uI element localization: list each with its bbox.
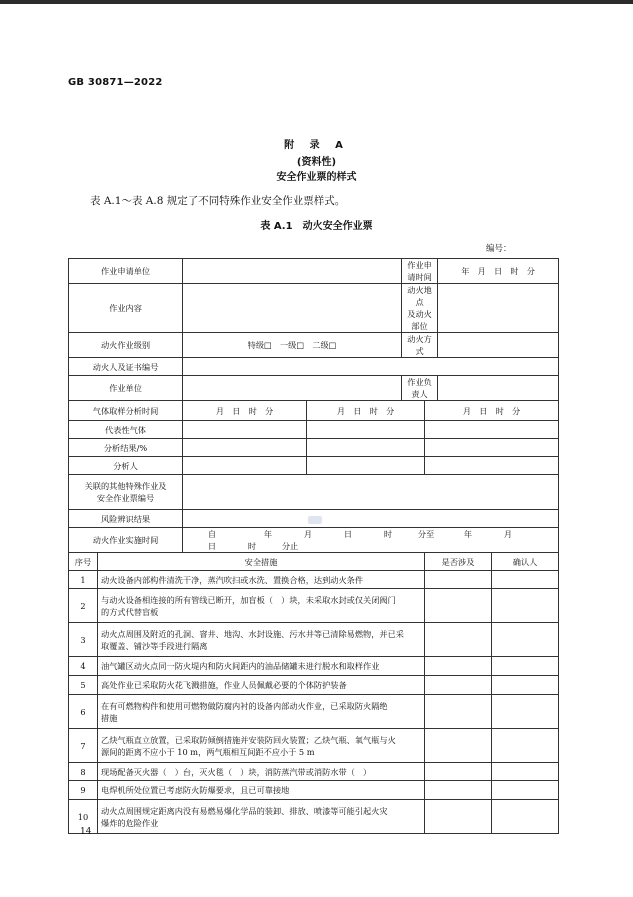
- measure-involved-field[interactable]: [425, 571, 492, 589]
- appendix-nature: (资料性): [296, 157, 337, 168]
- measure-row: [69, 676, 559, 695]
- level-label: 动火作业级别: [69, 333, 183, 358]
- work-leader-field[interactable]: [438, 376, 559, 401]
- measure-confirm-field[interactable]: [492, 800, 559, 834]
- measure-involved-field[interactable]: [425, 781, 492, 800]
- measure-text: 在有可燃物构件和使用可燃物做防腐内衬的设备内部动火作业，已采取防火隔绝 措施: [98, 695, 425, 729]
- measure-text: 乙炔气瓶直立放置，已采取防倾倒措施并安装防回火装置；乙炔气瓶、氧气瓶与火 源间的距离不应小于 10 m，两气瓶相互间距不应小于 5 m: [98, 729, 425, 763]
- measures-header-involved: 是否涉及: [425, 553, 492, 571]
- measure-involved-field[interactable]: [425, 657, 492, 676]
- analyst-field-3[interactable]: [425, 457, 559, 475]
- measure-no: 6: [69, 695, 98, 729]
- apply-unit-label: 作业申请单位: [69, 259, 183, 284]
- measure-no: 1: [69, 571, 98, 589]
- measure-row: [69, 800, 559, 834]
- gas-rep-field-2[interactable]: [307, 421, 425, 439]
- measure-row: [69, 695, 559, 729]
- analyst-field-2[interactable]: [307, 457, 425, 475]
- measure-no: 8: [69, 763, 98, 781]
- measure-row: [69, 589, 559, 623]
- measure-confirm-field[interactable]: [492, 763, 559, 781]
- content-field[interactable]: [183, 284, 402, 333]
- level-options[interactable]: 特级□ 一级□ 二级□: [183, 333, 402, 358]
- measure-involved-field[interactable]: [425, 623, 492, 657]
- gas-time-field-3[interactable]: 月 日 时 分: [425, 401, 559, 421]
- measure-no: 10: [69, 800, 98, 834]
- measure-row: [69, 571, 559, 589]
- measure-text: 电焊机所处位置已考虑防火防爆要求，且已可靠接地: [98, 781, 425, 800]
- measures-header-no: 序号: [69, 553, 98, 571]
- location-label: 动火地点 及动火部位: [402, 284, 438, 333]
- measure-confirm-field[interactable]: [492, 695, 559, 729]
- measure-text: 动火点周围规定距离内没有易燃易爆化学品的装卸、排放、喷漆等可能引起火灾 爆炸的危险作业: [98, 800, 425, 834]
- risk-field[interactable]: [183, 510, 559, 528]
- measure-row: [69, 623, 559, 657]
- measure-involved-field[interactable]: [425, 676, 492, 695]
- related-label: 关联的其他特殊作业及 安全作业票编号: [69, 475, 183, 510]
- period-field[interactable]: 自 年 月 日 时 分至 年 月日 时 分止: [183, 528, 559, 553]
- serial-number-label: 编号：: [486, 244, 512, 254]
- measures-header-measure: 安全措施: [98, 553, 425, 571]
- measure-involved-field[interactable]: [425, 729, 492, 763]
- appendix-title: 附 录 A: [284, 140, 349, 151]
- period-label: 动火作业实施时间: [69, 528, 183, 553]
- measure-involved-field[interactable]: [425, 695, 492, 729]
- measure-confirm-field[interactable]: [492, 729, 559, 763]
- measure-confirm-field[interactable]: [492, 657, 559, 676]
- analyst-field-1[interactable]: [183, 457, 307, 475]
- gas-rep-field-1[interactable]: [183, 421, 307, 439]
- permit-table: [68, 258, 559, 834]
- measure-involved-field[interactable]: [425, 589, 492, 623]
- measure-confirm-field[interactable]: [492, 623, 559, 657]
- permit-form: [68, 258, 558, 834]
- gas-rep-field-3[interactable]: [425, 421, 559, 439]
- analyst-label: 分析人: [69, 457, 183, 475]
- intro-paragraph: 表 A.1～表 A.8 规定了不同特殊作业安全作业票样式。: [90, 195, 346, 207]
- gas-time-field-1[interactable]: 月 日 时 分: [183, 401, 307, 421]
- related-field[interactable]: [183, 475, 559, 510]
- appendix-heading: 安全作业票的样式: [276, 172, 357, 183]
- measures-header-confirm: 确认人: [492, 553, 559, 571]
- work-unit-field[interactable]: [183, 376, 402, 401]
- measure-row: [69, 781, 559, 800]
- apply-time-label: 作业申请时间: [402, 259, 438, 284]
- method-field[interactable]: [438, 333, 559, 358]
- measure-row: [69, 763, 559, 781]
- apply-unit-field[interactable]: [183, 259, 402, 284]
- location-field[interactable]: [438, 284, 559, 333]
- measure-involved-field[interactable]: [425, 763, 492, 781]
- gas-result-label: 分析结果/%: [69, 439, 183, 457]
- measure-no: 4: [69, 657, 98, 676]
- measure-text: 现场配备灭火器（ ）台，灭火毯（ ）块，消防蒸汽带或消防水带（ ）: [98, 763, 425, 781]
- watermark-icon: [308, 516, 322, 524]
- person-label: 动火人及证书编号: [69, 358, 183, 376]
- measure-text: 动火点周围及附近的孔洞、窨井、地沟、水封设施、污水井等已清除易燃物，并已采 取覆盖、铺沙等手段进行隔离: [98, 623, 425, 657]
- work-unit-label: 作业单位: [69, 376, 183, 401]
- measure-confirm-field[interactable]: [492, 571, 559, 589]
- content-label: 作业内容: [69, 284, 183, 333]
- person-field[interactable]: [183, 358, 559, 376]
- gas-result-field-3[interactable]: [425, 439, 559, 457]
- page-top-border: [0, 0, 633, 4]
- work-leader-label: 作业负责人: [402, 376, 438, 401]
- risk-label: 风险辨识结果: [69, 510, 183, 528]
- gas-time-field-2[interactable]: 月 日 时 分: [307, 401, 425, 421]
- measure-text: 动火设备内部构件清洗干净，蒸汽吹扫或水洗、置换合格，达到动火条件: [98, 571, 425, 589]
- gas-result-field-1[interactable]: [183, 439, 307, 457]
- gas-result-field-2[interactable]: [307, 439, 425, 457]
- measure-text: 油气罐区动火点同一防火堤内和防火间距内的油品储罐未进行脱水和取样作业: [98, 657, 425, 676]
- measure-confirm-field[interactable]: [492, 676, 559, 695]
- table-title: 表 A.1 动火安全作业票: [260, 221, 373, 232]
- measure-no: 7: [69, 729, 98, 763]
- standard-code: GB 30871—2022: [68, 77, 163, 88]
- measure-no: 2: [69, 589, 98, 623]
- measure-text: 与动火设备相连接的所有管线已断开，加盲板（ ）块，未采取水封或仅关闭阀门 的方式代替盲板: [98, 589, 425, 623]
- measure-text: 高处作业已采取防火花飞溅措施，作业人员佩戴必要的个体防护装备: [98, 676, 425, 695]
- measure-confirm-field[interactable]: [492, 781, 559, 800]
- measure-no: 9: [69, 781, 98, 800]
- gas-time-label: 气体取样分析时间: [69, 401, 183, 421]
- measure-row: [69, 657, 559, 676]
- measure-no: 5: [69, 676, 98, 695]
- page-number: 14: [80, 827, 92, 837]
- apply-time-field[interactable]: 年 月 日 时 分: [438, 259, 559, 284]
- measure-no: 3: [69, 623, 98, 657]
- method-label: 动火方式: [402, 333, 438, 358]
- measure-confirm-field[interactable]: [492, 589, 559, 623]
- measure-row: [69, 729, 559, 763]
- gas-rep-label: 代表性气体: [69, 421, 183, 439]
- measure-involved-field[interactable]: [425, 800, 492, 834]
